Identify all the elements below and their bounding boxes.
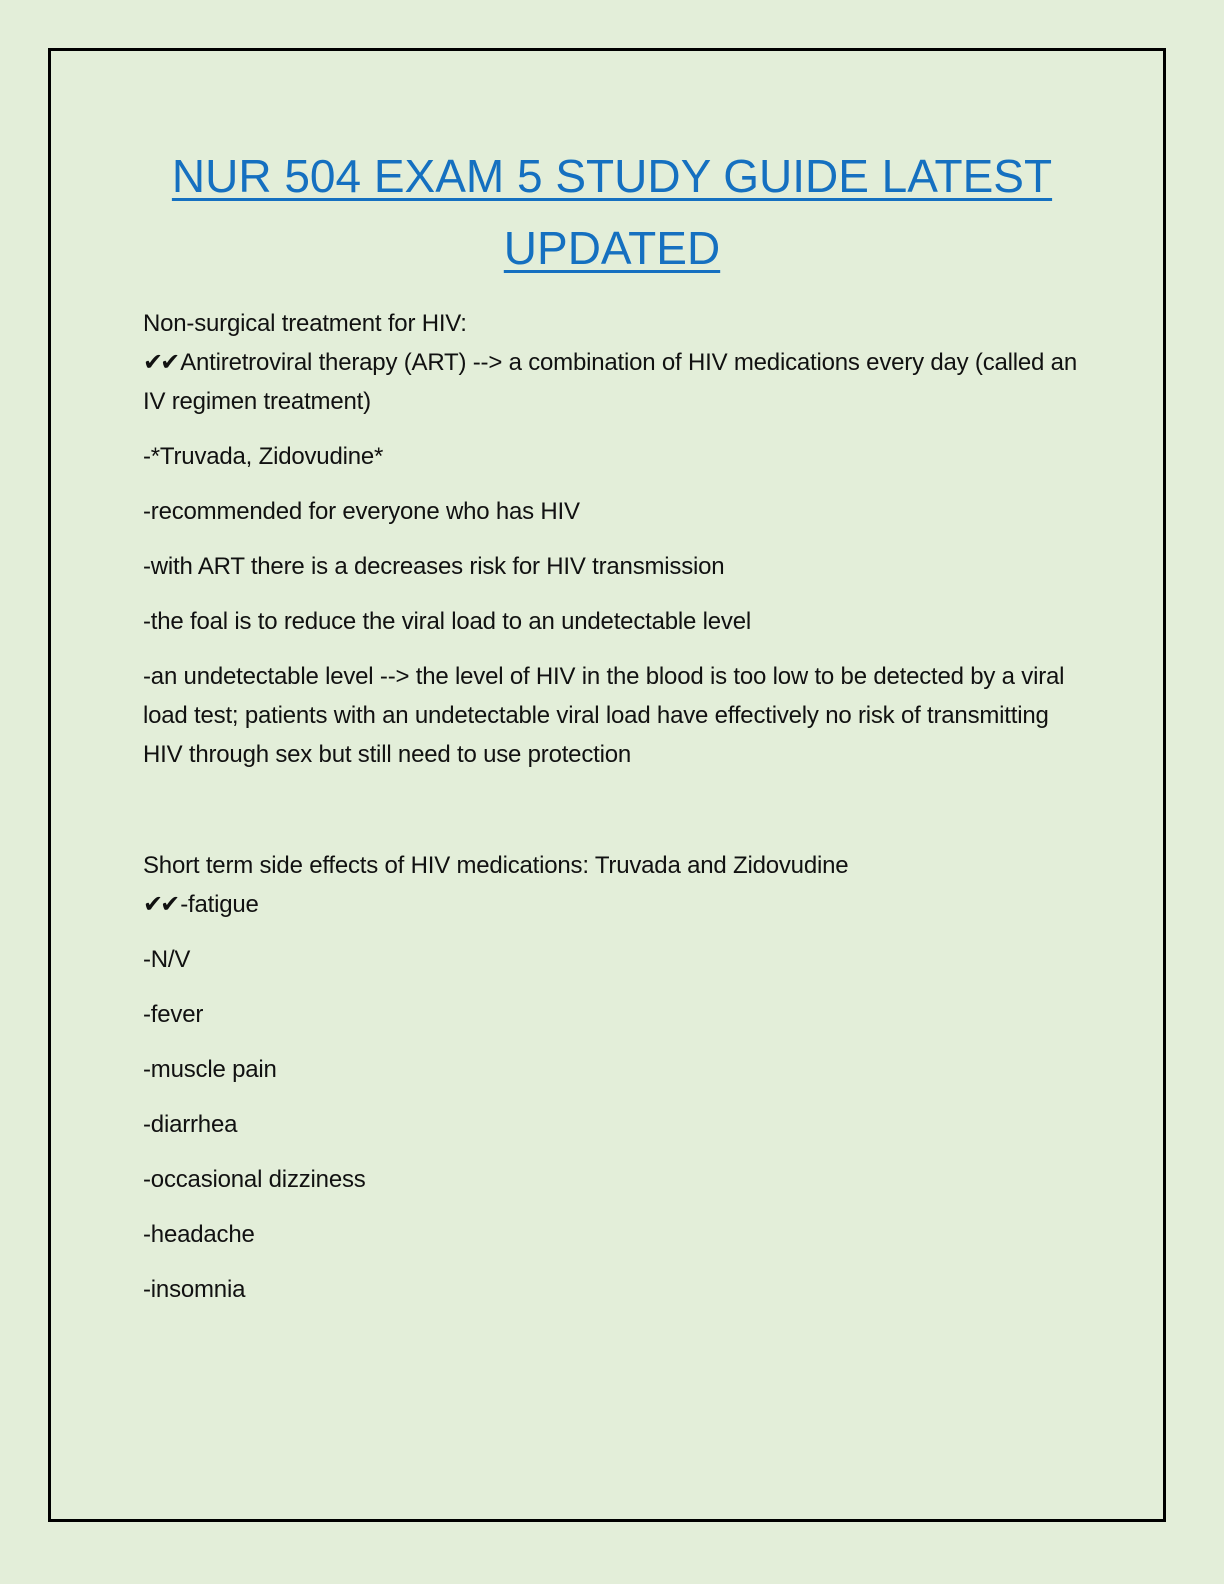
list-item: -the foal is to reduce the viral load to an undetectable level [143,608,751,635]
list-item: -occasional dizziness [143,1166,366,1193]
list-item: -diarrhea [143,1111,238,1138]
title-line-2: UPDATED [503,222,721,274]
double-check-icon: ✔✔ [143,890,178,918]
list-item: -an undetectable level --> the level of HIV in the blood is too low to be detected by a viral load test; patients with an undetectable viral load have effectively no risk of transmitting HIV through sex but still need to use protection [143,663,1065,768]
page-title [0,140,1224,284]
list-item: -N/V [143,946,191,973]
section1-answer-text: Antiretroviral therapy (ART) --> a combination of HIV medications every day (called an IV regimen treatment) [143,349,1077,415]
title-line-1: NUR 504 EXAM 5 STUDY GUIDE LATEST [171,150,1053,202]
double-check-icon: ✔✔ [143,348,178,376]
section2-question: Short term side effects of HIV medications: Truvada and Zidovudine [143,852,849,879]
list-item: -insomnia [143,1276,246,1303]
list-item: -*Truvada, Zidovudine* [143,443,384,470]
list-item: -recommended for everyone who has HIV [143,498,580,525]
list-item: -with ART there is a decreases risk for HIV transmission [143,553,725,580]
section1-answer [143,343,1083,421]
list-item: -muscle pain [143,1056,277,1083]
list-item: -fever [143,1001,204,1028]
section2-answer-text: -fatigue [180,891,259,918]
section2-answer [143,885,1083,924]
list-item: -headache [143,1221,255,1248]
section1-question: Non-surgical treatment for HIV: [143,310,467,337]
study-guide-content [143,304,1083,1309]
